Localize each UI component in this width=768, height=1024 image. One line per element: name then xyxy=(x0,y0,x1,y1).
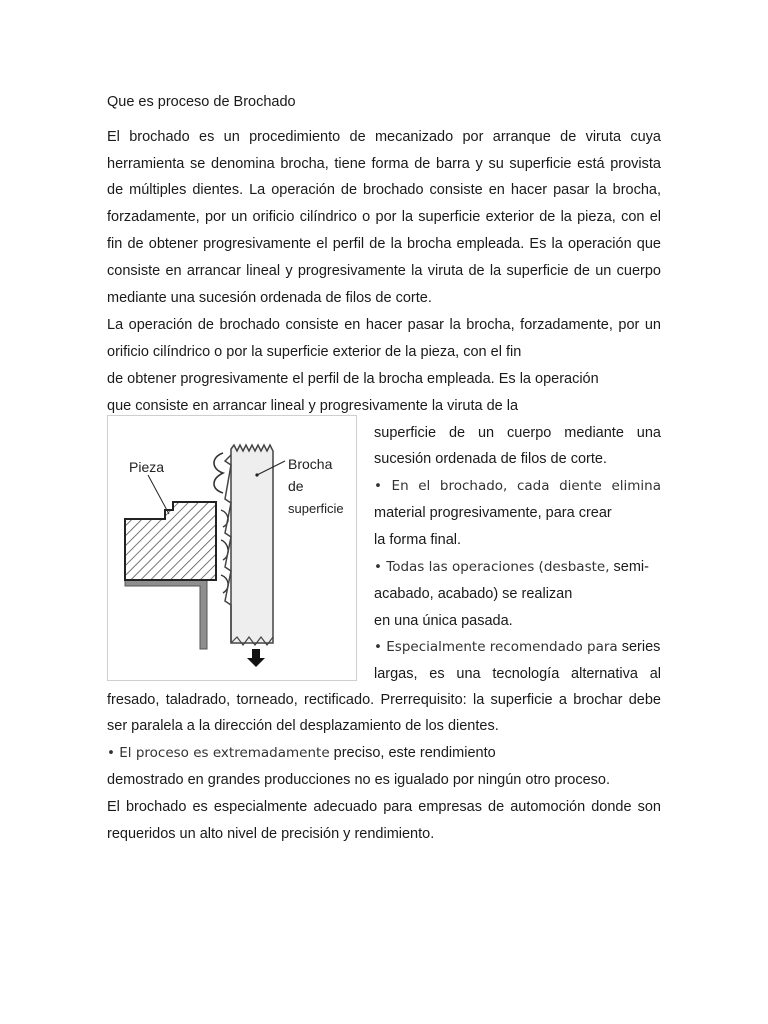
side-line: la forma final. xyxy=(374,532,462,548)
side-line: material progresivamente, para crear xyxy=(374,505,612,521)
broaching-diagram xyxy=(107,415,357,681)
bullet-text: series xyxy=(617,639,661,655)
side-line: acabado, acabado) se realizan xyxy=(374,586,573,602)
label-superficie: superficie xyxy=(288,501,344,516)
broach-bar xyxy=(231,445,273,643)
para2-line: que consiste en arrancar lineal y progresivamente la viruta de la xyxy=(107,398,519,414)
side-line: sucesión ordenada de filos de corte. xyxy=(374,451,607,467)
broaching-figure xyxy=(107,415,357,681)
bullet-sans-text: • Especialmente recomendado para xyxy=(374,639,618,655)
para1-line: fin de obtener progresivamente el perfil de la brocha empleada. Es la operación que xyxy=(107,236,661,252)
side-line: en una única pasada. xyxy=(374,613,513,629)
para1-line: forzadamente, por un orificio cilíndrico o por la superficie exterior de la pieza, con el xyxy=(107,209,661,225)
para2-line: de obtener progresivamente el perfil de la brocha empleada. Es la operación xyxy=(107,371,599,387)
para1-line: herramienta se denomina brocha, tiene forma de barra y su superficie está provista xyxy=(107,156,661,172)
arrow-stem xyxy=(252,649,260,658)
label-brocha: Brocha xyxy=(288,456,333,472)
para4-line: requeridos un alto nivel de precisión y rendimiento. xyxy=(107,826,435,842)
para1-line: mediante una sucesión ordenada de filos de corte. xyxy=(107,290,432,306)
bullet-line xyxy=(374,557,661,577)
bullet-line xyxy=(374,637,661,657)
label-pieza: Pieza xyxy=(129,459,165,475)
para3-line: fresado, taladrado, torneado, rectificado. Prerrequisito: la superficie a brochar debe xyxy=(107,692,661,708)
bullet-sans-text: • El proceso es extremadamente xyxy=(107,745,330,761)
bullet-text: semi- xyxy=(609,559,649,575)
para3-line: ser paralela a la dirección del desplazamiento de los dientes. xyxy=(107,718,499,734)
bullet-text: preciso, este rendimiento xyxy=(329,745,496,761)
para1-line: de múltiples dientes. La operación de brochado consiste en hacer pasar la brocha, xyxy=(107,182,661,198)
document-title: Que es proceso de Brochado xyxy=(107,94,296,110)
bullet-sans-text: • Todas las operaciones (desbaste, xyxy=(374,559,610,575)
para4-line: El brochado es especialmente adecuado para empresas de automoción donde son xyxy=(107,799,661,815)
bullet-line: • En el brochado, cada diente elimina xyxy=(374,478,661,494)
side-line: largas, es una tecnología alternativa al xyxy=(374,666,661,682)
para2-line: La operación de brochado consiste en hacer pasar la brocha, forzadamente, por un xyxy=(107,317,661,333)
side-line: superficie de un cuerpo mediante una xyxy=(374,425,661,441)
bullet-line xyxy=(107,743,661,763)
para2-line: orificio cilíndrico o por la superficie exterior de la pieza, con el fin xyxy=(107,344,522,360)
para1-line: El brochado es un procedimiento de mecanizado por arranque de viruta cuya xyxy=(107,129,661,145)
bullet-line: demostrado en grandes producciones no es igualado por ningún otro proceso. xyxy=(107,772,611,788)
para1-line: consiste en arrancar lineal y progresivamente la viruta de la superficie de un cuerpo xyxy=(107,263,661,279)
label-de: de xyxy=(288,478,304,494)
